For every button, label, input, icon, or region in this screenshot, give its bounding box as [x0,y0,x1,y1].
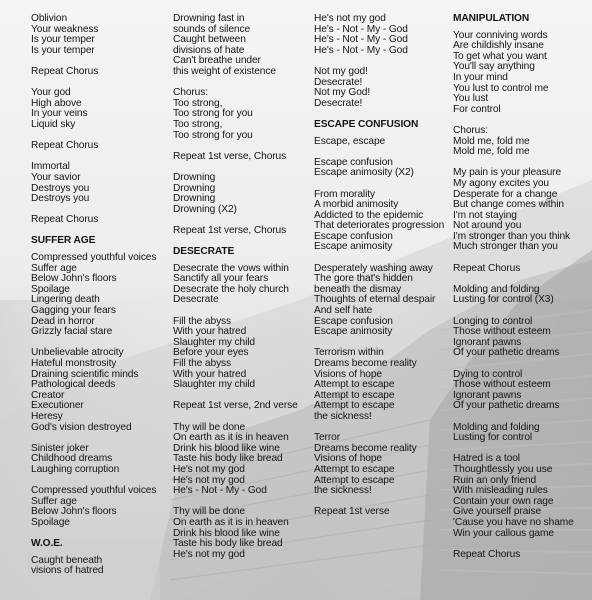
lyrics-stanza [173,317,309,391]
lyric-line: Longing to control [453,315,533,327]
lyric-line: Dying to control [453,368,523,380]
lyric-line: I'm stronger than you think [453,230,571,242]
lyric-line: beneath the dismay [314,283,402,295]
lyric-line: Attempt to escape [314,400,395,412]
lyric-line: Molding and folding [453,283,540,295]
lyrics-stanza [453,370,589,412]
lyric-line: Sinister joker [31,442,89,454]
lyrics-stanza [453,126,589,158]
lyric-line: He's not my god [173,474,245,486]
lyric-line: Destroys you [31,193,90,205]
lyric-line: Gagging your fears [31,305,116,317]
lyrics-stanza [314,14,450,56]
lyric-line: Childhood dreams [31,453,113,465]
lyric-line: You lust to control me [453,82,549,94]
lyric-line: Attempt to escape [314,379,395,391]
lyrics-stanza [31,141,166,152]
lyric-line: Addicted to the epidemic [314,209,424,221]
lyric-line: Drowning fast in [173,13,245,24]
lyric-line: Visions of hope [314,368,382,380]
lyric-line: Suffer age [31,495,77,507]
lyrics-stanza [173,152,309,163]
lyric-line: Escape confusion [314,230,393,242]
lyric-line: Too strong for you [173,129,253,141]
lyric-line: Too strong, [173,118,223,130]
lyric-line: He's - Not - My - God [173,485,267,497]
lyric-line: Fill the abyss [173,358,232,369]
lyric-line: Slaughter my child [173,336,256,348]
lyric-line: Executioner [31,400,84,412]
lyric-line: Escape, escape [314,135,386,147]
lyric-line: Repeat Chorus [453,262,521,274]
lyric-line: Not my god! [314,65,368,77]
lyric-line: Sanctify all your fears [173,273,269,285]
lyric-line: He's - Not - My - God [314,44,408,56]
lyric-line: In your veins [31,108,88,120]
lyric-line: Lusting for control [453,432,533,444]
lyric-line: Not my God! [314,87,371,99]
lyric-line: Your god [31,87,71,99]
lyric-line: In your mind [453,71,508,83]
lyric-line: Terrorism within [314,347,384,359]
lyric-line: Mold me, fold me [453,146,530,158]
lyric-line: Pathological deeds [31,379,116,391]
lyric-line: Repeat 1st verse, Chorus [173,224,287,236]
lyric-line: Those without esteem [453,379,551,391]
lyric-line: That deteriorates progression [314,220,445,232]
lyric-line: Chorus: [173,87,208,99]
lyric-line: Thy will be done [173,421,246,433]
lyric-line: From morality [314,188,375,200]
lyric-line: Drowning [173,182,216,194]
lyric-line: Drowning [173,171,216,183]
lyrics-stanza [314,190,450,254]
lyric-line: Repeat Chorus [31,140,99,152]
lyric-line: Contain your own rage [453,495,554,507]
lyric-line: Liquid sky [31,118,76,130]
lyric-line: Desecrate the holy church [173,283,289,295]
lyric-line: A morbid animosity [314,199,399,211]
lyric-line: Laughing corruption [31,463,120,475]
lyric-line: Give yourself praise [453,506,542,518]
lyrics-column-2 [173,14,309,571]
lyric-line: With your hatred [173,326,247,338]
lyric-line: Of your pathetic dreams [453,400,560,412]
lyric-line: Unbelievable atrocity [31,347,124,359]
lyric-line: Repeat 1st verse, Chorus [173,150,287,162]
lyric-line: He's - Not - My - God [314,34,408,46]
lyric-line: Are childishly insane [453,40,544,52]
lyrics-stanza [314,158,450,179]
lyric-line: Drowning (X2) [173,203,237,215]
lyric-line: Lusting for control (X3) [453,294,554,306]
lyric-line: Drink his blood like wine [173,442,280,454]
lyric-line: this weight of existence [173,65,276,77]
lyric-line: You'll say anything [453,61,535,73]
lyrics-stanza [453,454,589,539]
lyrics-stanza [453,285,589,306]
lyric-line: Creator [31,389,65,401]
lyric-line: Dreams become reality [314,442,417,454]
lyric-line: Dreams become reality [314,358,417,369]
lyrics-stanza [453,264,589,275]
lyric-line: Hateful monstrosity [31,358,117,369]
lyric-line: Is your temper [31,44,95,56]
lyrics-stanza [173,14,309,78]
lyric-line: Desperate for a change [453,188,558,200]
lyric-line: Terror [314,432,341,444]
lyric-line: Escape confusion [314,315,393,327]
lyric-line: He's not my god [314,13,386,24]
lyric-line: Compressed youthful voices [31,252,157,264]
lyric-line: Repeat Chorus [453,548,521,560]
lyric-line: Your conniving words [453,29,548,41]
lyric-line: Taste his body like bread [173,538,283,550]
song-title: MANIPULATION [453,13,530,24]
lyric-line: Molding and folding [453,421,540,433]
lyrics-stanza [31,88,166,130]
lyrics-stanza [31,67,166,78]
lyrics-column-4 [453,14,589,571]
lyric-line: Spoilage [31,516,70,528]
lyrics-stanza [314,120,450,147]
lyric-line: Repeat Chorus [31,65,99,77]
lyrics-stanza [31,348,166,433]
lyric-line: the sickness! [314,485,372,497]
lyric-line: For control [453,103,501,115]
song-title: W.O.E. [31,538,63,550]
lyrics-stanza [314,507,450,518]
lyric-line: Caught between [173,34,246,46]
lyric-line: Draining scientific minds [31,368,139,380]
lyric-line: Ignorant pawns [453,389,522,401]
lyric-line: Escape animosity [314,241,393,253]
lyrics-stanza [31,236,166,337]
lyric-line: visions of hatred [31,565,104,577]
lyric-line: Escape animosity (X2) [314,167,414,179]
lyric-line: divisions of hate [173,44,245,56]
lyric-line: Drink his blood like wine [173,527,280,539]
lyrics-stanza [31,539,166,577]
lyric-line: I'm not staying [453,209,517,221]
lyric-line: Desecrate! [314,97,363,109]
lyric-line: Much stronger than you [453,241,558,253]
lyric-line: Is your temper [31,34,95,46]
lyrics-stanza [31,14,166,56]
lyric-line: Below John's floors [31,273,117,285]
lyric-line: Desecrate [173,294,219,306]
lyric-line: You lust [453,93,489,105]
lyrics-stanza [453,550,589,561]
lyrics-stanza [173,247,309,306]
lyric-line: Suffer age [31,262,77,274]
lyric-line: Spoilage [31,283,70,295]
lyric-line: Caught beneath [31,554,103,566]
lyric-line: Escape confusion [314,156,393,168]
lyrics-stanza [314,433,450,497]
lyrics-stanza [31,215,166,226]
lyric-line: My agony excites you [453,177,549,189]
song-title: SUFFER AGE [31,235,96,247]
lyric-line: God's vision destroyed [31,421,132,433]
lyric-line: With misleading rules [453,485,548,497]
lyric-line: On earth as it is in heaven [173,516,289,528]
lyric-line: Can't breathe under [173,55,261,67]
lyric-line: Your savior [31,171,81,183]
lyric-line: He's not my god [173,463,245,475]
lyric-line: He's - Not - My - God [314,23,408,35]
lyric-line: He's not my god [173,548,245,560]
lyrics-stanza [173,507,309,560]
lyric-line: Ruin an only friend [453,474,537,486]
lyric-line: On earth as it is in heaven [173,432,289,444]
lyric-line: Of your pathetic dreams [453,347,560,359]
lyric-line: Slaughter my child [173,379,256,391]
lyric-line: Too strong for you [173,108,253,120]
lyric-line: Oblivion [31,13,68,24]
lyric-line: Attempt to escape [314,389,395,401]
lyrics-stanza [453,14,589,115]
lyric-line: To get what you want [453,50,547,62]
lyrics-stanza [173,423,309,497]
lyric-line: Repeat 1st verse [314,506,390,518]
lyric-line: Below John's floors [31,506,117,518]
lyric-line: Fill the abyss [173,315,232,327]
lyric-line: Attempt to escape [314,474,395,486]
lyric-line: Thoughts of eternal despair [314,294,436,306]
lyric-line: Those without esteem [453,326,551,338]
lyric-line: Immortal [31,161,70,173]
lyrics-stanza [173,226,309,237]
lyric-line: Not around you [453,220,522,232]
lyrics-stanza [453,168,589,253]
lyric-line: 'Cause you have no shame [453,516,574,528]
lyrics-stanza [31,444,166,476]
lyric-line: The gore that's hidden [314,273,413,285]
lyrics-column-3 [314,14,450,529]
lyric-line: Mold me, fold me [453,135,530,147]
lyric-line: Your weakness [31,23,99,35]
lyrics-stanza [314,67,450,109]
lyrics-stanza [173,401,309,412]
lyric-line: sounds of silence [173,23,251,35]
lyric-line: Visions of hope [314,453,382,465]
lyric-line: And self hate [314,305,373,317]
lyric-line: High above [31,97,82,109]
lyric-line: My pain is your pleasure [453,167,562,179]
lyric-line: With your hatred [173,368,247,380]
lyrics-stanza [453,423,589,444]
lyric-line: Chorus: [453,124,488,136]
lyric-line: Compressed youthful voices [31,485,157,497]
lyric-line: Dead in horror [31,315,95,327]
lyric-line: Drowning [173,193,216,205]
lyric-line: Lingering death [31,294,100,306]
lyric-line: Ignorant pawns [453,336,522,348]
lyric-line: Too strong, [173,97,223,109]
lyric-line: Desperately washing away [314,262,433,274]
lyrics-column-1 [31,14,166,587]
song-title: ESCAPE CONFUSION [314,118,419,130]
lyric-line: Escape animosity [314,326,393,338]
lyric-line: Thy will be done [173,506,246,518]
lyric-line: Heresy [31,410,63,422]
lyric-line: Desecrate the vows within [173,262,289,274]
lyric-line: Thoughtlessly you use [453,463,553,475]
lyrics-stanza [173,173,309,215]
lyric-line: Repeat 1st verse, 2nd verse [173,400,298,412]
lyrics-stanza [173,88,309,141]
song-title: DESECRATE [173,246,235,258]
lyric-line: Before your eyes [173,347,249,359]
lyric-line: Win your callous game [453,527,554,539]
lyric-line: Destroys you [31,182,90,194]
lyric-line: the sickness! [314,410,372,422]
lyrics-stanza [453,317,589,359]
lyric-line: But change comes within [453,199,564,211]
lyric-line: Repeat Chorus [31,214,99,226]
lyric-line: Hatred is a tool [453,453,520,465]
lyrics-stanza [314,348,450,422]
lyric-line: Desecrate! [314,76,363,88]
lyric-line: Grizzly facial stare [31,326,113,338]
lyric-line: Attempt to escape [314,463,395,475]
lyric-line: Taste his body like bread [173,453,283,465]
lyrics-stanza [314,264,450,338]
lyrics-stanza [31,162,166,204]
lyrics-stanza [31,486,166,528]
